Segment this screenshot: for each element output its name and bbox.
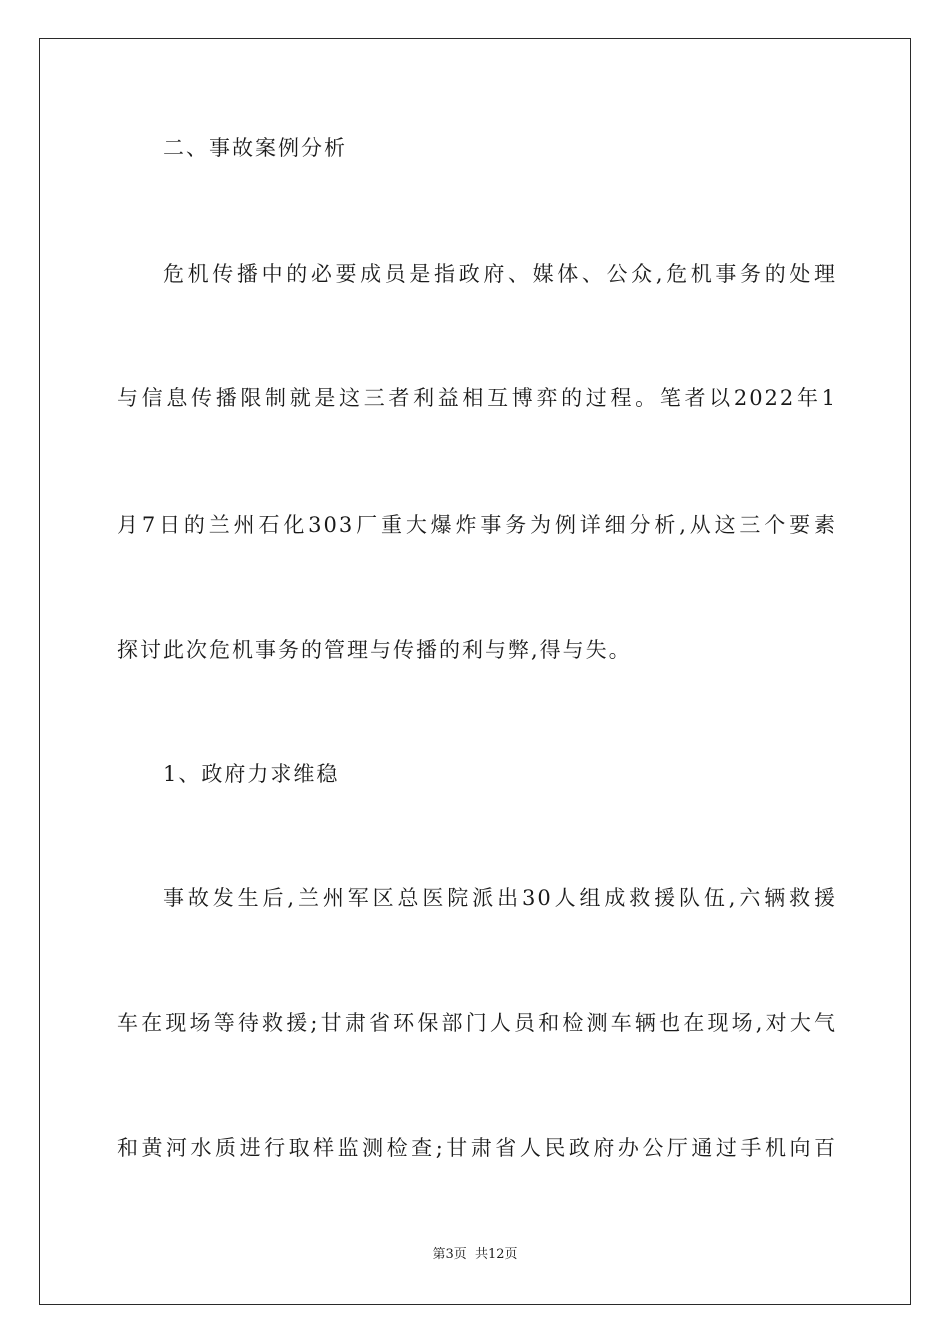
section-heading: 二、事故案例分析	[163, 136, 347, 160]
page-border	[39, 38, 911, 1305]
paragraph-2-line-2: 车在现场等待救援;甘肃省环保部门人员和检测车辆也在现场,对大气	[117, 1011, 837, 1035]
paragraph-1-line-4: 探讨此次危机事务的管理与传播的利与弊,得与失。	[117, 638, 632, 662]
paragraph-1-line-3: 月7日的兰州石化303厂重大爆炸事务为例详细分析,从这三个要素	[117, 513, 837, 537]
paragraph-2-line-3: 和黄河水质进行取样监测检查;甘肃省人民政府办公厅通过手机向百	[117, 1136, 837, 1160]
subheading: 1、政府力求维稳	[163, 762, 340, 786]
page-number-footer: 第3页 共12页	[432, 1247, 518, 1262]
paragraph-2-line-1: 事故发生后,兰州军区总医院派出30人组成救援队伍,六辆救援	[163, 886, 837, 910]
paragraph-1-line-2: 与信息传播限制就是这三者利益相互博弈的过程。笔者以2022年1	[117, 386, 837, 410]
paragraph-1-line-1: 危机传播中的必要成员是指政府、媒体、公众,危机事务的处理	[163, 262, 837, 286]
